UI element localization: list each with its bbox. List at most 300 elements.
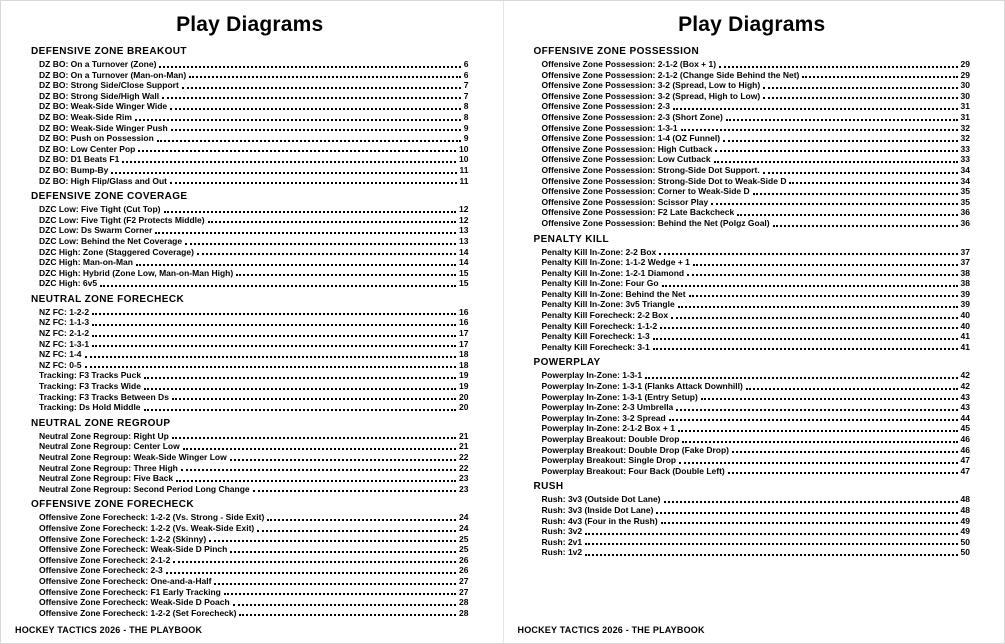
toc-entry[interactable] — [534, 445, 971, 456]
entry-label: NZ FC: 1-3-1 — [39, 338, 90, 349]
entry-page-number: 12 — [459, 204, 469, 215]
dot-leader — [763, 87, 957, 89]
entry-label: Offensive Zone Forecheck: 2-1-2 — [39, 554, 171, 565]
dot-leader — [763, 172, 958, 174]
entry-label: Offensive Zone Possession: Scissor Play — [541, 196, 709, 207]
dot-leader — [789, 182, 957, 184]
toc-entry[interactable] — [534, 289, 971, 300]
entry-page-number: 31 — [960, 101, 970, 112]
entry-page-number: 47 — [960, 465, 970, 476]
toc-entry[interactable] — [534, 331, 971, 342]
entry-page-number: 15 — [459, 267, 469, 278]
dot-leader — [144, 377, 456, 379]
toc-entry[interactable] — [534, 423, 971, 434]
entry-label: NZ FC: 1-2-2 — [39, 306, 90, 317]
entry-page-number: 11 — [459, 175, 469, 186]
entry-page-number: 46 — [960, 444, 970, 455]
entry-page-number: 6 — [463, 69, 469, 80]
toc-entry[interactable] — [31, 236, 469, 247]
entry-page-number: 16 — [459, 306, 469, 317]
dot-leader — [253, 490, 456, 492]
entry-page-number: 9 — [463, 122, 469, 133]
entry-label: Offensive Zone Forecheck: One-and-a-Half — [39, 575, 212, 586]
entry-label: Rush: 4v3 (Four in the Rush) — [541, 515, 658, 526]
toc-entry[interactable] — [31, 576, 469, 587]
dot-leader — [673, 108, 958, 110]
entry-label: DZ BO: Strong Side/High Wall — [39, 90, 160, 101]
dot-leader — [773, 225, 958, 227]
entry-page-number: 8 — [463, 101, 469, 112]
dot-leader — [100, 285, 456, 287]
toc-entry[interactable] — [31, 112, 469, 123]
toc-entry[interactable] — [534, 165, 971, 176]
entry-page-number: 12 — [459, 214, 469, 225]
toc-entry[interactable] — [31, 587, 469, 598]
section-heading: NEUTRAL ZONE REGROUP — [31, 417, 171, 429]
entry-label: DZ BO: Low Center Pop — [39, 143, 136, 154]
toc-entry[interactable] — [31, 204, 469, 215]
entry-page-number: 17 — [459, 328, 469, 339]
entry-page-number: 49 — [960, 526, 970, 537]
entry-label: Penalty Kill In-Zone: Behind the Net — [541, 288, 686, 299]
toc-entry[interactable] — [31, 452, 469, 463]
toc-page — [503, 1, 1005, 643]
entry-page-number: 28 — [459, 597, 469, 608]
toc-entry[interactable] — [31, 101, 469, 112]
dot-leader — [645, 377, 957, 379]
entry-page-number: 16 — [459, 317, 469, 328]
section-heading: OFFENSIVE ZONE FORECHECK — [31, 499, 194, 511]
entry-label: DZC Low: Ds Swarm Corner — [39, 225, 153, 236]
entry-label: Powerplay Breakout: Double Drop (Fake Drop) — [541, 444, 729, 455]
entry-page-number: 6 — [463, 59, 469, 69]
dot-leader — [136, 264, 456, 266]
dot-leader — [714, 161, 958, 163]
dot-leader — [135, 119, 461, 121]
toc-entry[interactable] — [534, 80, 971, 91]
entry-page-number: 37 — [960, 257, 970, 268]
toc-entry[interactable] — [534, 547, 971, 558]
entry-page-number: 43 — [960, 391, 970, 402]
dot-leader — [664, 501, 958, 503]
entry-label: Offensive Zone Possession: Strong-Side Dot to Weak-Side D — [541, 175, 787, 186]
section-heading: NEUTRAL ZONE FORECHECK — [31, 293, 185, 305]
toc-entry[interactable] — [31, 176, 469, 187]
toc-entry[interactable] — [31, 91, 469, 102]
toc-entry[interactable] — [31, 247, 469, 258]
dot-leader — [236, 274, 456, 276]
toc-entry[interactable] — [31, 370, 469, 381]
entry-label: Offensive Zone Forecheck: 1-2-2 (Skinny) — [39, 533, 207, 544]
toc-entry[interactable] — [31, 512, 469, 523]
entry-label: Offensive Zone Forecheck: 2-3 — [39, 565, 163, 576]
dot-leader — [173, 561, 456, 563]
dot-leader — [183, 448, 456, 450]
dot-leader — [171, 129, 461, 131]
entry-page-number: 35 — [960, 196, 970, 207]
entry-page-number: 23 — [459, 473, 469, 484]
dot-leader — [763, 97, 957, 99]
toc-entry[interactable] — [534, 455, 971, 466]
entry-label: Powerplay In-Zone: 1-3-1 (Flanks Attack Downhill) — [541, 381, 743, 392]
entry-label: Neutral Zone Regroup: Second Period Long Change — [39, 483, 250, 494]
toc-entry[interactable] — [534, 218, 971, 229]
toc-entry[interactable] — [534, 310, 971, 321]
entry-page-number: 32 — [960, 122, 970, 133]
toc-entry[interactable] — [31, 431, 469, 442]
page-title: Play Diagrams — [176, 13, 324, 36]
entry-page-number: 43 — [960, 402, 970, 413]
entry-page-number: 33 — [960, 154, 970, 165]
dot-leader — [144, 388, 456, 390]
toc-entry[interactable] — [534, 176, 971, 187]
entry-page-number: 17 — [459, 338, 469, 349]
entry-label: Penalty Kill Forecheck: 1-3 — [541, 331, 650, 342]
entry-label: DZC Low: Five Tight (F2 Protects Middle) — [39, 214, 205, 225]
toc-entry[interactable] — [31, 268, 469, 279]
entry-label: Offensive Zone Possession: F2 Late Backcheck — [541, 207, 735, 218]
toc-entry[interactable] — [534, 381, 971, 392]
entry-label: Tracking: F3 Tracks Between Ds — [39, 391, 169, 402]
toc-entry[interactable] — [31, 278, 469, 289]
dot-leader — [144, 409, 456, 411]
toc-entry[interactable] — [31, 484, 469, 495]
entry-page-number: 22 — [459, 452, 469, 462]
dot-leader — [653, 348, 958, 350]
entry-page-number: 34 — [960, 175, 970, 186]
entry-label: Powerplay Breakout: Double Drop — [541, 434, 680, 444]
toc-entry[interactable] — [534, 494, 971, 505]
dot-leader — [172, 398, 456, 400]
toc-entry[interactable] — [534, 526, 971, 537]
entry-label: Penalty Kill In-Zone: 2-2 Box — [541, 246, 657, 257]
entry-page-number: 15 — [459, 278, 469, 289]
dot-leader — [185, 243, 456, 245]
entry-label: Offensive Zone Possession: 1-4 (OZ Funnel) — [541, 133, 721, 144]
toc-entry[interactable] — [31, 257, 469, 268]
entry-page-number: 24 — [459, 512, 469, 523]
entry-page-number: 38 — [960, 267, 970, 278]
dot-leader — [715, 150, 957, 152]
dot-leader — [737, 214, 957, 216]
entry-page-number: 21 — [459, 441, 469, 452]
toc-entry[interactable] — [31, 608, 469, 619]
dot-leader — [197, 253, 456, 255]
entry-label: Neutral Zone Regroup: Right Up — [39, 430, 169, 441]
toc-entry[interactable] — [31, 565, 469, 576]
entry-page-number: 42 — [960, 381, 970, 392]
entry-label: DZC Low: Behind the Net Coverage — [39, 235, 183, 246]
dot-leader — [678, 306, 958, 308]
entry-label: Rush: 2v1 — [541, 536, 583, 547]
dot-leader — [157, 140, 461, 142]
section-heading: RUSH — [533, 481, 564, 493]
entry-page-number: 47 — [960, 455, 970, 466]
toc-entry[interactable] — [31, 123, 469, 134]
toc-entry[interactable] — [31, 317, 469, 328]
entry-page-number: 20 — [459, 402, 469, 413]
toc-entry[interactable] — [534, 154, 971, 165]
toc-entry[interactable] — [534, 59, 971, 70]
dot-leader — [189, 76, 461, 78]
toc-entry[interactable] — [534, 516, 971, 527]
toc-entry[interactable] — [534, 466, 971, 477]
toc-entry[interactable] — [31, 133, 469, 144]
entry-label: Penalty Kill In-Zone: 1-2-1 Diamond — [541, 267, 685, 278]
toc-entry[interactable] — [31, 59, 469, 70]
entry-page-number: 7 — [463, 90, 469, 101]
dot-leader — [209, 540, 456, 542]
dot-leader — [585, 533, 957, 535]
entry-label: Offensive Zone Possession: 2-1-2 (Change Side Behind the Net) — [541, 69, 800, 80]
entry-label: DZ BO: Weak-Side Winger Push — [39, 122, 168, 133]
toc-entry[interactable] — [534, 402, 971, 413]
entry-label: Neutral Zone Regroup: Three High — [39, 462, 178, 473]
toc-entry[interactable] — [534, 278, 971, 289]
entry-label: DZC High: Man-on-Man — [39, 257, 133, 268]
entry-page-number: 35 — [960, 186, 970, 197]
toc-entry[interactable] — [534, 505, 971, 516]
entry-label: Neutral Zone Regroup: Five Back — [39, 473, 174, 484]
dot-leader — [802, 76, 957, 78]
entry-label: Powerplay Breakout: Single Drop — [541, 455, 677, 466]
entry-page-number: 42 — [960, 370, 970, 381]
dot-leader — [689, 295, 958, 297]
entry-page-number: 11 — [459, 164, 469, 175]
toc-entry[interactable] — [534, 257, 971, 268]
entry-page-number: 14 — [459, 257, 469, 268]
toc-entry[interactable] — [534, 537, 971, 548]
entry-page-number: 9 — [463, 133, 469, 144]
entry-page-number: 37 — [960, 246, 970, 257]
toc-entry[interactable] — [534, 112, 971, 123]
dot-leader — [233, 604, 456, 606]
toc-entry[interactable] — [534, 207, 971, 218]
entry-label: DZC High: 6v5 — [39, 278, 98, 289]
toc-entry[interactable] — [31, 215, 469, 226]
entry-label: Tracking: F3 Tracks Wide — [39, 381, 141, 392]
toc-entry[interactable] — [31, 402, 469, 413]
dot-leader — [181, 469, 456, 471]
dot-leader — [182, 87, 461, 89]
dot-leader — [170, 182, 457, 184]
toc-entry[interactable] — [31, 165, 469, 176]
toc-entry[interactable] — [31, 441, 469, 452]
entry-page-number: 28 — [459, 607, 469, 618]
entry-page-number: 32 — [960, 133, 970, 144]
dot-leader — [723, 140, 958, 142]
dot-leader — [701, 398, 958, 400]
section-heading: DEFENSIVE ZONE BREAKOUT — [31, 46, 187, 57]
toc-entry[interactable] — [534, 247, 971, 258]
section-heading: POWERPLAY — [533, 357, 601, 369]
entry-page-number: 18 — [459, 349, 469, 360]
dot-leader — [746, 388, 958, 390]
entry-label: NZ FC: 1-1-3 — [39, 317, 90, 328]
entry-label: Offensive Zone Possession: 3-2 (Spread, Low to High) — [541, 80, 761, 91]
entry-label: Powerplay In-Zone: 1-3-1 — [541, 370, 643, 381]
dot-leader — [679, 462, 957, 464]
toc-entry[interactable] — [31, 597, 469, 608]
entry-label: Offensive Zone Possession: 2-3 — [541, 101, 670, 112]
entry-page-number: 29 — [960, 59, 970, 69]
toc-entry[interactable] — [31, 70, 469, 81]
dot-leader — [214, 583, 456, 585]
toc-entry[interactable] — [534, 101, 971, 112]
toc-entry[interactable] — [31, 328, 469, 339]
entry-page-number: 40 — [960, 310, 970, 321]
entry-label: DZ BO: Weak-Side Rim — [39, 111, 132, 122]
entry-label: Offensive Zone Possession: 3-2 (Spread, High to Low) — [541, 90, 761, 101]
dot-leader — [85, 356, 457, 358]
toc-entry[interactable] — [31, 80, 469, 91]
entry-page-number: 50 — [960, 536, 970, 547]
toc-entry[interactable] — [31, 463, 469, 474]
entry-label: Tracking: Ds Hold Middle — [39, 402, 141, 413]
entry-label: DZ BO: On a Turnover (Man-on-Man) — [39, 69, 187, 80]
toc-entry[interactable] — [534, 321, 971, 332]
entry-label: Offensive Zone Forecheck: 1-2-2 (Vs. Weak-Side Exit) — [39, 522, 255, 533]
toc-entry[interactable] — [534, 434, 971, 445]
dot-leader — [111, 172, 456, 174]
dot-leader — [662, 285, 958, 287]
dot-leader — [230, 551, 456, 553]
dot-leader — [159, 66, 460, 68]
page-footer: HOCKEY TACTICS 2026 - THE PLAYBOOK — [15, 625, 203, 635]
entry-page-number: 34 — [960, 164, 970, 175]
dot-leader — [732, 451, 958, 453]
toc-entry[interactable] — [31, 154, 469, 165]
entry-label: Offensive Zone Forecheck: 1-2-2 (Vs. Strong - Side Exit) — [39, 512, 265, 523]
entry-label: NZ FC: 1-4 — [39, 349, 82, 360]
toc-entry[interactable] — [534, 370, 971, 381]
entry-page-number: 22 — [459, 462, 469, 473]
dot-leader — [585, 554, 957, 556]
dot-leader — [239, 614, 456, 616]
entry-label: Penalty Kill In-Zone: 3v5 Triangle — [541, 299, 675, 310]
toc-entry[interactable] — [31, 381, 469, 392]
entry-label: DZ BO: Push on Possession — [39, 133, 154, 144]
toc-entry[interactable] — [534, 268, 971, 279]
entry-label: Offensive Zone Possession: Behind the Net (Polgz Goal) — [541, 217, 770, 228]
toc-entry[interactable] — [31, 544, 469, 555]
entry-page-number: 26 — [459, 565, 469, 576]
dot-leader — [92, 324, 456, 326]
entry-label: Offensive Zone Possession: Corner to Weak-Side D — [541, 186, 750, 197]
dot-leader — [659, 253, 957, 255]
entry-page-number: 39 — [960, 299, 970, 310]
entry-label: DZC High: Hybrid (Zone Low, Man-on-Man High) — [39, 267, 234, 278]
dot-leader — [172, 437, 456, 439]
entry-label: NZ FC: 2-1-2 — [39, 328, 90, 339]
toc-entry[interactable] — [31, 534, 469, 545]
entry-label: Offensive Zone Possession: Low Cutback — [541, 154, 711, 165]
entry-page-number: 39 — [960, 288, 970, 299]
entry-label: Offensive Zone Possession: High Cutback — [541, 143, 713, 154]
toc-entry[interactable] — [31, 360, 469, 371]
toc-entry[interactable] — [31, 523, 469, 534]
toc-entry[interactable] — [31, 349, 469, 360]
entry-label: NZ FC: 0-5 — [39, 359, 82, 370]
dot-leader — [669, 419, 958, 421]
entry-page-number: 25 — [459, 533, 469, 544]
entry-label: DZ BO: High Flip/Glass and Out — [39, 175, 167, 186]
entry-label: Penalty Kill Forecheck: 2-2 Box — [541, 310, 669, 321]
entry-label: Rush: 1v2 — [541, 547, 583, 558]
dot-leader — [653, 338, 958, 340]
entry-page-number: 10 — [459, 143, 469, 154]
dot-leader — [162, 97, 461, 99]
entry-page-number: 36 — [960, 207, 970, 218]
entry-page-number: 13 — [459, 225, 469, 236]
toc-entry[interactable] — [534, 392, 971, 403]
toc-entry[interactable] — [31, 473, 469, 484]
entry-label: DZ BO: On a Turnover (Zone) — [39, 59, 157, 69]
page-body — [534, 46, 971, 558]
entry-page-number: 31 — [960, 111, 970, 122]
toc-entry[interactable] — [31, 225, 469, 236]
toc-entry[interactable] — [534, 70, 971, 81]
toc-entry[interactable] — [534, 144, 971, 155]
entry-page-number: 21 — [459, 430, 469, 441]
dot-leader — [85, 366, 457, 368]
entry-label: Offensive Zone Forecheck: 1-2-2 (Set Forecheck) — [39, 607, 237, 618]
entry-page-number: 26 — [459, 554, 469, 565]
page-title: Play Diagrams — [678, 13, 826, 36]
toc-entry[interactable] — [534, 91, 971, 102]
entry-page-number: 19 — [459, 381, 469, 392]
toc-entry[interactable] — [534, 413, 971, 424]
entry-label: Powerplay In-Zone: 2-3 Umbrella — [541, 402, 674, 413]
entry-label: Powerplay In-Zone: 2-1-2 Box + 1 — [541, 423, 675, 434]
page-body — [31, 46, 469, 618]
entry-page-number: 41 — [960, 331, 970, 342]
toc-entry[interactable] — [534, 197, 971, 208]
entry-label: Neutral Zone Regroup: Weak-Side Winger Low — [39, 452, 227, 462]
toc-entry[interactable] — [534, 123, 971, 134]
entry-page-number: 14 — [459, 246, 469, 257]
toc-entry[interactable] — [534, 186, 971, 197]
toc-entry[interactable] — [31, 307, 469, 318]
toc-entry[interactable] — [534, 299, 971, 310]
toc-entry[interactable] — [534, 133, 971, 144]
entry-label: DZC High: Zone (Staggered Coverage) — [39, 246, 194, 257]
toc-page — [1, 1, 503, 643]
entry-label: DZ BO: Bump-By — [39, 164, 109, 175]
dot-leader — [176, 480, 456, 482]
entry-label: Penalty Kill In-Zone: Four Go — [541, 278, 659, 289]
toc-entry[interactable] — [31, 392, 469, 403]
dot-leader — [728, 472, 958, 474]
entry-label: Tracking: F3 Tracks Puck — [39, 370, 142, 381]
entry-label: Rush: 3v3 (Inside Dot Lane) — [541, 504, 654, 515]
toc-entry[interactable] — [31, 555, 469, 566]
dot-leader — [138, 150, 456, 152]
dot-leader — [92, 345, 456, 347]
toc-entry[interactable] — [31, 339, 469, 350]
toc-entry[interactable] — [31, 144, 469, 155]
entry-page-number: 27 — [459, 586, 469, 597]
dot-leader — [753, 193, 958, 195]
entry-page-number: 50 — [960, 547, 970, 558]
entry-page-number: 25 — [459, 544, 469, 555]
dot-leader — [681, 129, 958, 131]
toc-entry[interactable] — [534, 342, 971, 353]
dot-leader — [155, 232, 456, 234]
entry-label: DZ BO: Strong Side/Close Support — [39, 80, 179, 91]
entry-page-number: 46 — [960, 434, 970, 444]
dot-leader — [166, 572, 456, 574]
